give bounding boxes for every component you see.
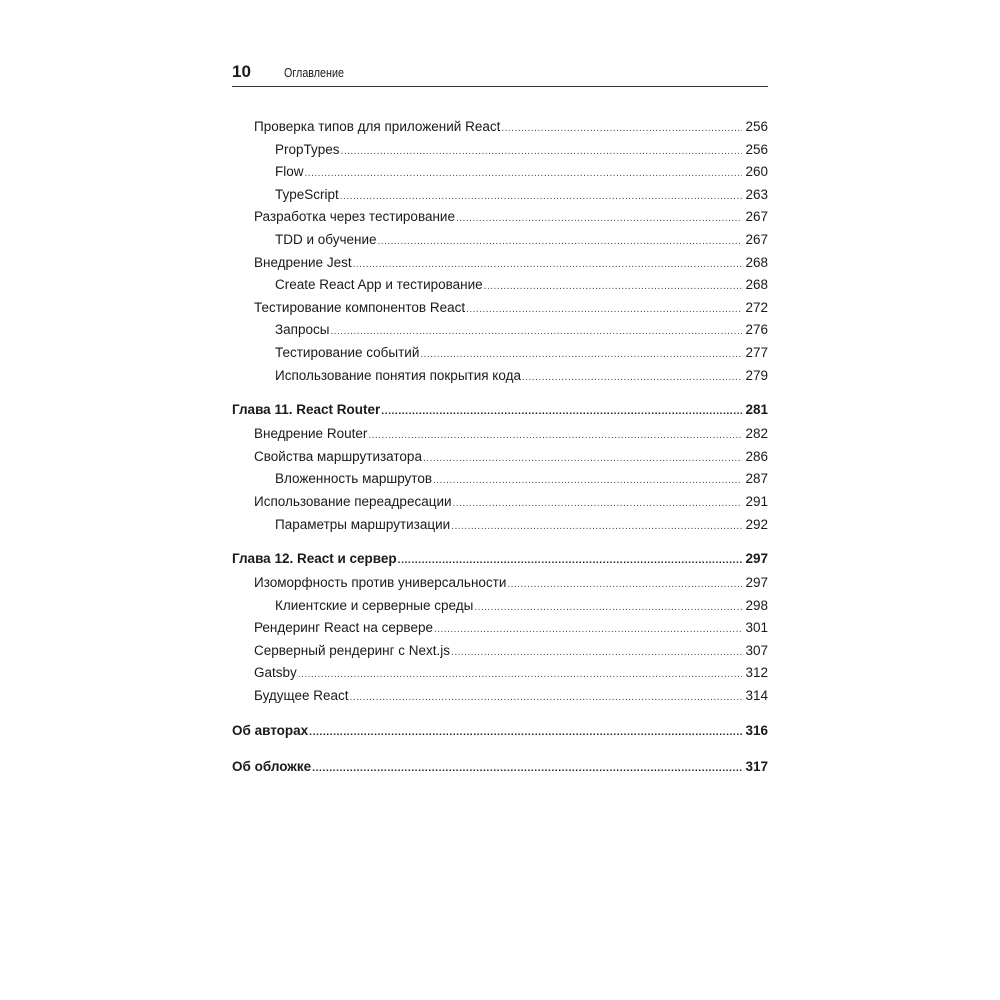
toc-entry[interactable] <box>232 142 768 165</box>
toc-chapter-page: 317 <box>745 758 768 774</box>
toc-entry[interactable] <box>232 232 768 255</box>
toc-about-cover[interactable] <box>232 759 768 783</box>
toc-entry-title: Тестирование компонентов React <box>254 299 466 315</box>
toc-entry-title: Запросы <box>275 322 330 338</box>
toc-entry-page: 268 <box>745 254 768 270</box>
toc-entry-title: Внедрение Router <box>254 426 368 442</box>
toc-entry-title: TDD и обучение <box>275 231 377 247</box>
toc-entry-title: Рендеринг React на сервере <box>254 620 433 636</box>
toc-entry-page: 298 <box>745 597 768 613</box>
toc-entry-page: 263 <box>745 186 768 202</box>
toc-entry-page: 268 <box>745 277 768 293</box>
toc-entry-title: Разработка через тестирование <box>254 209 455 225</box>
toc-entry-title: Gatsby <box>254 665 297 681</box>
toc-entry-title: Изоморфность против универсальности <box>254 575 507 591</box>
toc-about-authors[interactable] <box>232 723 768 747</box>
toc-entry-page: 301 <box>745 620 768 636</box>
toc-entry-title: Проверка типов для приложений React <box>254 119 501 134</box>
toc-entry[interactable] <box>232 643 768 666</box>
toc-entry[interactable] <box>232 345 768 368</box>
toc-entry[interactable] <box>232 494 768 517</box>
toc-entry-page: 267 <box>745 209 768 225</box>
toc-entry-title: Свойства маршрутизатора <box>254 448 422 464</box>
toc-entry-page: 307 <box>745 642 768 658</box>
toc-chapter-title: Об авторах <box>232 722 309 738</box>
toc-entry-page: 256 <box>745 141 768 157</box>
table-of-contents <box>232 119 768 783</box>
toc-entry[interactable] <box>232 368 768 391</box>
toc-entry-page: 291 <box>745 493 768 509</box>
toc-entry-title: Клиентские и серверные среды <box>275 597 474 613</box>
toc-entry[interactable] <box>232 620 768 643</box>
toc-entry[interactable] <box>232 449 768 472</box>
toc-entry-title: Внедрение Jest <box>254 254 352 270</box>
toc-entry[interactable] <box>232 187 768 210</box>
toc-entry-page: 312 <box>745 665 768 681</box>
toc-entry[interactable] <box>232 471 768 494</box>
toc-entry-page: 287 <box>745 471 768 487</box>
page-number: 10 <box>232 62 251 81</box>
toc-entry-page: 314 <box>745 688 768 704</box>
toc-entry-title: Будущее React <box>254 688 349 704</box>
toc-entry-title: TypeScript <box>275 186 339 202</box>
toc-chapter-page: 281 <box>745 402 768 418</box>
toc-entry-page: 267 <box>745 231 768 247</box>
running-title: Оглавление <box>284 66 344 80</box>
toc-chapter-title: Глава 12. React и сервер <box>232 551 397 567</box>
toc-entry[interactable] <box>232 575 768 598</box>
toc-entry-page: 260 <box>745 164 768 180</box>
toc-entry-title: Create React App и тестирование <box>275 277 483 293</box>
toc-entry-title: Flow <box>275 164 304 180</box>
toc-entry[interactable] <box>232 209 768 232</box>
toc-entry-page: 256 <box>745 119 768 134</box>
book-page <box>232 60 768 783</box>
toc-entry-page: 286 <box>745 448 768 464</box>
toc-chapter-12[interactable] <box>232 551 768 575</box>
toc-entry[interactable] <box>232 164 768 187</box>
toc-entry[interactable] <box>232 300 768 323</box>
toc-entry[interactable] <box>232 426 768 449</box>
toc-entry-title: Вложенность маршрутов <box>275 471 433 487</box>
toc-entry-page: 282 <box>745 426 768 442</box>
toc-entry[interactable] <box>232 119 768 142</box>
toc-entry-title: Серверный рендеринг с Next.js <box>254 642 451 658</box>
toc-entry-page: 276 <box>745 322 768 338</box>
toc-entry-title: Использование понятия покрытия кода <box>275 367 521 383</box>
toc-entry[interactable] <box>232 277 768 300</box>
toc-entry-page: 297 <box>745 575 768 591</box>
toc-entry[interactable] <box>232 517 768 540</box>
toc-entry[interactable] <box>232 688 768 711</box>
toc-entry-title: Использование переадресации <box>254 493 452 509</box>
toc-entry-title: Тестирование событий <box>275 344 420 360</box>
toc-chapter-11[interactable] <box>232 402 768 426</box>
toc-chapter-title: Глава 11. React Router <box>232 402 381 418</box>
toc-entry-title: Параметры маршрутизации <box>275 516 451 532</box>
toc-entry[interactable] <box>232 598 768 621</box>
toc-entry-page: 292 <box>745 516 768 532</box>
toc-entry[interactable] <box>232 255 768 278</box>
running-header <box>232 60 768 87</box>
toc-entry[interactable] <box>232 322 768 345</box>
toc-entry[interactable] <box>232 665 768 688</box>
toc-entry-page: 272 <box>745 299 768 315</box>
toc-chapter-page: 297 <box>745 551 768 567</box>
toc-chapter-title: Об обложке <box>232 758 312 774</box>
toc-chapter-page: 316 <box>745 722 768 738</box>
toc-entry-title: PropTypes <box>275 141 340 157</box>
toc-entry-page: 277 <box>745 344 768 360</box>
toc-entry-page: 279 <box>745 367 768 383</box>
